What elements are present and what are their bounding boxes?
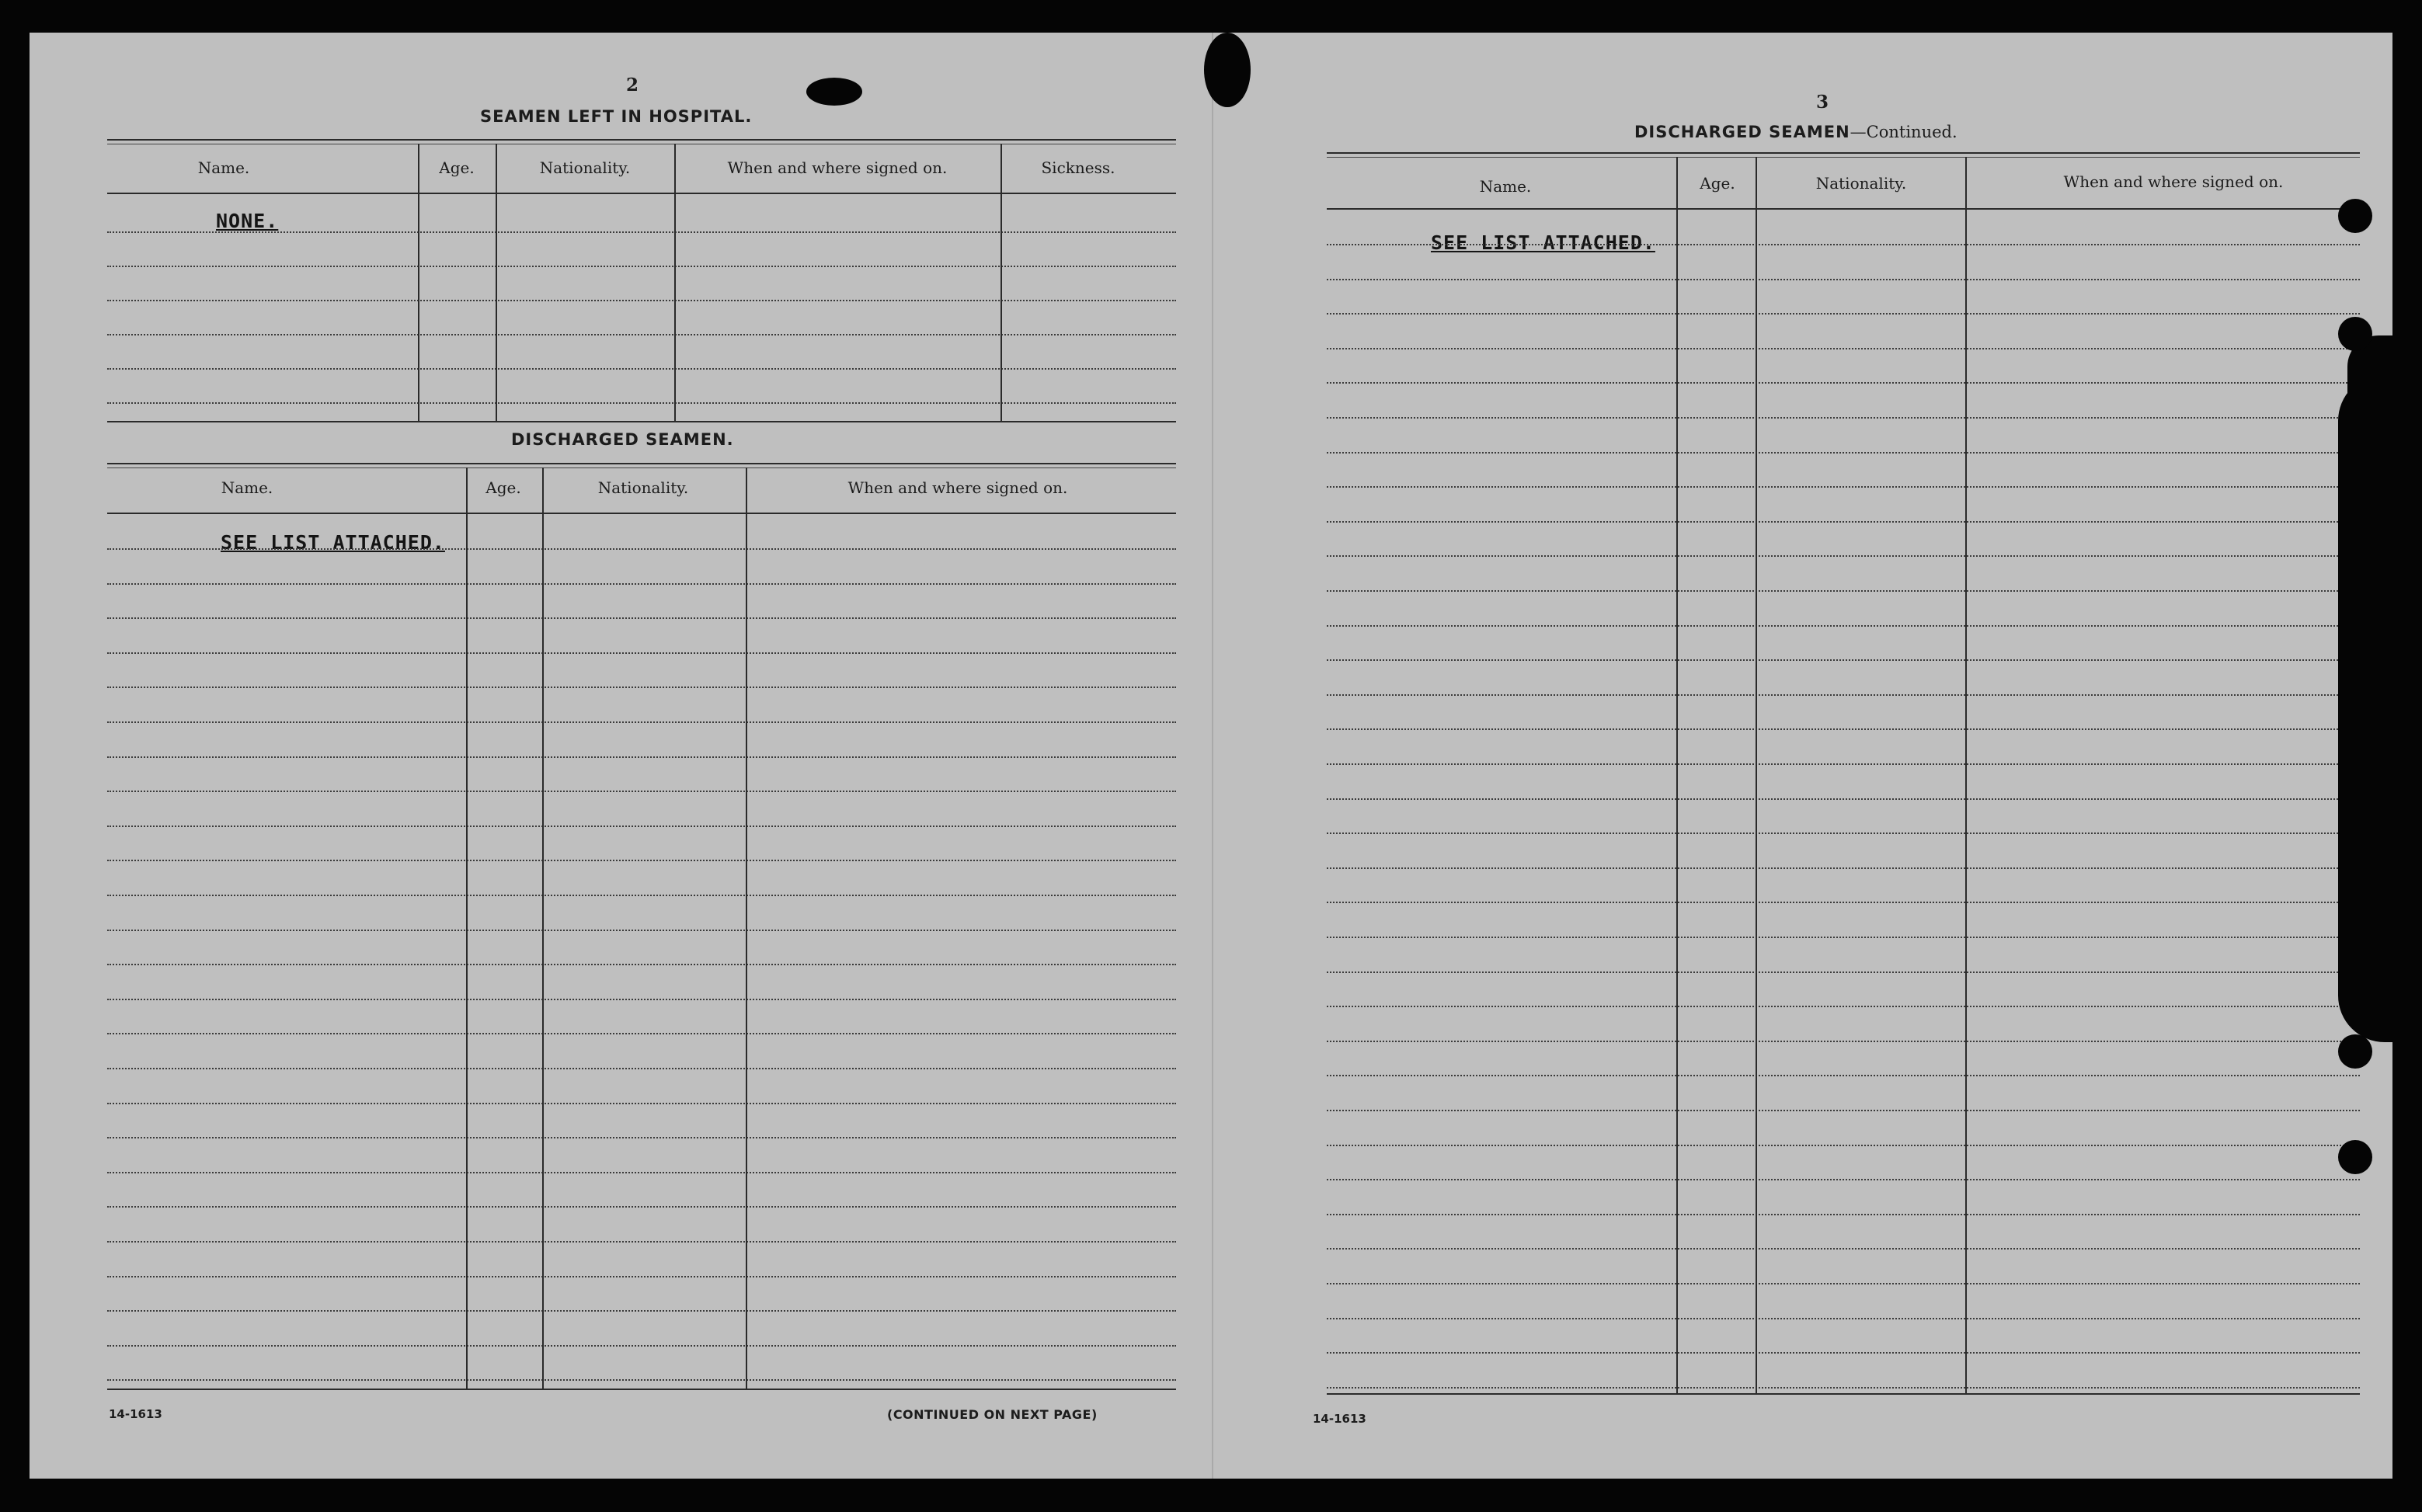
- ruled-line: [107, 266, 1176, 267]
- typed-entry-see-list: SEE LIST ATTACHED.: [1431, 231, 1655, 254]
- ruled-line: [107, 686, 1176, 688]
- ruled-line: [1327, 625, 2360, 627]
- column-header-signed-on: When and where signed on.: [727, 158, 948, 177]
- ruled-line: [1327, 972, 2360, 973]
- column-header-name: Name.: [1479, 177, 1532, 196]
- typed-entry-none: NONE.: [216, 210, 279, 232]
- typed-entry-see-list: SEE LIST ATTACHED.: [221, 531, 445, 554]
- ruled-line: [1327, 1075, 2360, 1076]
- form-number: 14-1613: [109, 1407, 162, 1421]
- column-header-nationality: Nationality.: [597, 478, 689, 497]
- section-title-main: DISCHARGED SEAMEN: [1634, 123, 1850, 141]
- column-divider: [674, 144, 676, 421]
- ruled-line: [107, 300, 1176, 301]
- ruled-line: [1327, 417, 2360, 419]
- ruled-line: [107, 895, 1176, 896]
- table-bottom-rule: [1327, 1393, 2360, 1395]
- ruled-line: [1327, 1006, 2360, 1007]
- ruled-line: [1327, 1041, 2360, 1042]
- ink-blot: [1204, 33, 1251, 107]
- ruled-line: [107, 548, 1176, 550]
- ruled-line: [1327, 1248, 2360, 1250]
- column-header-name: Name.: [221, 478, 273, 497]
- ruled-line: [1327, 1318, 2360, 1319]
- column-header-age: Age.: [485, 478, 521, 497]
- ruled-line: [1327, 555, 2360, 557]
- continued-note: (CONTINUED ON NEXT PAGE): [887, 1407, 1098, 1422]
- ruled-line: [107, 1310, 1176, 1312]
- table-top-rule: [107, 463, 1176, 464]
- column-divider: [746, 468, 747, 1389]
- hospital-section-title: SEAMEN LEFT IN HOSPITAL.: [480, 107, 753, 126]
- ruled-line: [107, 368, 1176, 370]
- torn-edge: [2338, 374, 2392, 1042]
- column-divider: [496, 144, 497, 421]
- ruled-line: [1327, 1387, 2360, 1389]
- ruled-line: [1327, 1110, 2360, 1111]
- ruled-line: [1327, 590, 2360, 592]
- ruled-line: [1327, 798, 2360, 800]
- table-top-rule: [107, 139, 1176, 141]
- ruled-line: [1327, 659, 2360, 661]
- table-top-rule-inner: [1327, 157, 2360, 158]
- table-bottom-rule: [107, 1389, 1176, 1390]
- right-page: [1210, 33, 2392, 1479]
- ruled-line: [107, 1276, 1176, 1277]
- column-header-age: Age.: [439, 158, 475, 177]
- ruled-line: [107, 1068, 1176, 1069]
- ruled-line: [1327, 694, 2360, 696]
- ruled-line: [107, 964, 1176, 965]
- ruled-line: [107, 1137, 1176, 1138]
- ruled-line: [1327, 1145, 2360, 1146]
- left-page: [30, 33, 1210, 1479]
- ruled-line: [107, 652, 1176, 654]
- punch-hole: [2338, 199, 2372, 233]
- column-header-signed-on: When and where signed on.: [847, 478, 1068, 497]
- ruled-line: [107, 930, 1176, 931]
- ruled-line: [1327, 728, 2360, 730]
- ruled-line: [107, 583, 1176, 585]
- ruled-line: [1327, 1352, 2360, 1354]
- ruled-line: [107, 402, 1176, 404]
- column-divider: [1965, 157, 1967, 1393]
- table-top-rule: [1327, 152, 2360, 154]
- column-divider: [1756, 157, 1757, 1393]
- ink-blot: [806, 78, 862, 106]
- column-divider: [418, 144, 419, 421]
- ruled-line: [1327, 832, 2360, 834]
- table-bottom-rule: [107, 421, 1176, 422]
- page-number: 3: [1816, 92, 1829, 113]
- punch-hole: [2338, 1140, 2372, 1174]
- column-header-nationality: Nationality.: [1815, 174, 1907, 193]
- ruled-line: [107, 617, 1176, 619]
- ruled-line: [1327, 244, 2360, 245]
- ruled-line: [1327, 937, 2360, 938]
- form-number: 14-1613: [1313, 1412, 1366, 1426]
- ruled-line: [107, 756, 1176, 758]
- column-header-nationality: Nationality.: [539, 158, 631, 177]
- ruled-line: [1327, 867, 2360, 869]
- ruled-line: [107, 1103, 1176, 1104]
- ruled-line: [1327, 1179, 2360, 1180]
- punch-hole: [2338, 1034, 2372, 1069]
- ruled-line: [107, 231, 1176, 233]
- ruled-line: [107, 334, 1176, 335]
- column-header-sickness: Sickness.: [1041, 158, 1115, 177]
- ruled-line: [107, 999, 1176, 1000]
- ruled-line: [1327, 521, 2360, 523]
- discharged-section-title: DISCHARGED SEAMEN.: [511, 430, 734, 449]
- column-header-age: Age.: [1700, 174, 1735, 193]
- header-bottom-rule: [107, 513, 1176, 514]
- ruled-line: [107, 826, 1176, 827]
- ruled-line: [1327, 902, 2360, 903]
- page-number: 2: [626, 75, 639, 96]
- column-header-signed-on: When and where signed on.: [2063, 172, 2284, 191]
- ruled-line: [1327, 1214, 2360, 1215]
- ruled-line: [1327, 313, 2360, 315]
- ruled-line: [107, 721, 1176, 723]
- ruled-line: [1327, 763, 2360, 765]
- punch-hole: [2338, 317, 2372, 351]
- continued-section-title: [1634, 123, 1957, 141]
- ruled-line: [1327, 348, 2360, 349]
- ruled-line: [1327, 382, 2360, 384]
- ruled-line: [107, 860, 1176, 861]
- column-divider: [542, 468, 544, 1389]
- ruled-line: [107, 1206, 1176, 1208]
- column-divider: [1676, 157, 1678, 1393]
- ruled-line: [107, 1345, 1176, 1347]
- ruled-line: [107, 791, 1176, 792]
- ruled-line: [107, 1379, 1176, 1381]
- ruled-line: [107, 1033, 1176, 1034]
- ruled-line: [107, 1172, 1176, 1173]
- ruled-line: [1327, 486, 2360, 488]
- column-divider: [1000, 144, 1002, 421]
- column-divider: [466, 468, 468, 1389]
- ruled-line: [1327, 452, 2360, 454]
- ruled-line: [1327, 279, 2360, 280]
- ruled-line: [107, 1241, 1176, 1243]
- section-title-suffix: —Continued.: [1850, 123, 1957, 141]
- paper-sheet: [30, 33, 2392, 1479]
- header-bottom-rule: [107, 193, 1176, 194]
- header-bottom-rule: [1327, 208, 2360, 210]
- ruled-line: [1327, 1283, 2360, 1284]
- column-header-name: Name.: [197, 158, 250, 177]
